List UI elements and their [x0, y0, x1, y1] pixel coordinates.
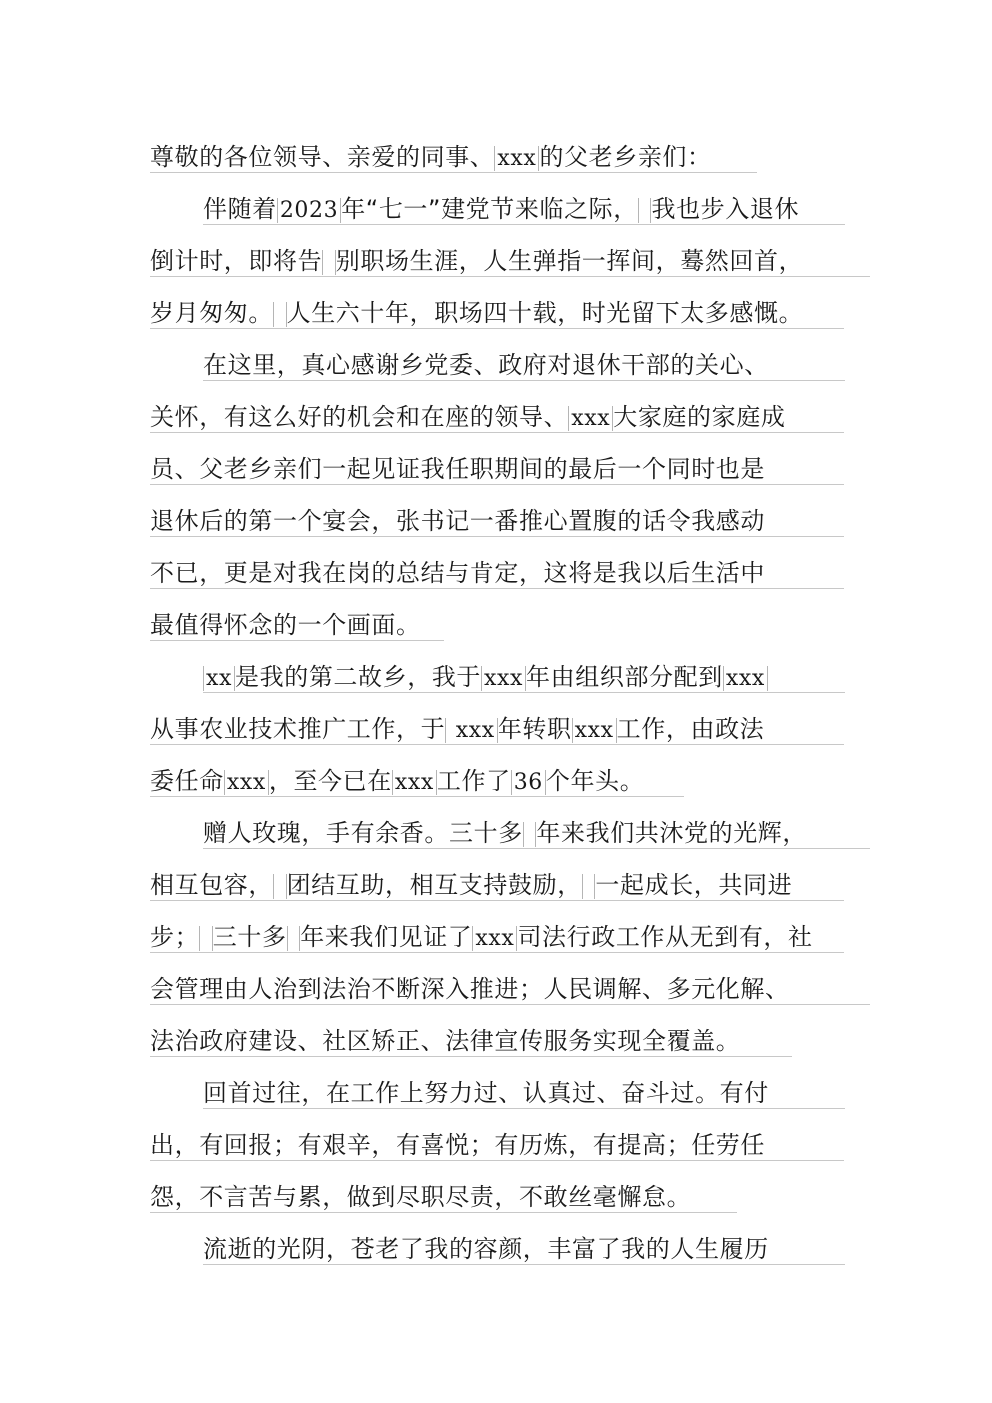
field-placeholder	[582, 874, 596, 899]
text-segment: 员、父老乡亲们一起见证我任职期间的最后一个同时也是	[150, 455, 765, 483]
text-line	[150, 870, 844, 901]
text-segment: 三十多	[212, 923, 287, 951]
text-segment: 的父老乡亲们：	[539, 143, 712, 171]
text-segment: 关怀，有这么好的机会和在座的领导、	[150, 403, 569, 431]
text-segment: 流逝的光阴，苍老了我的容颜，丰富了我的人生履历	[203, 1235, 769, 1263]
field-placeholder	[287, 926, 301, 951]
text-segment: 回首过往，在工作上努力过、认真过、奋斗过。有付	[203, 1079, 769, 1107]
text-segment: 年转职	[497, 715, 572, 743]
text-line	[150, 714, 844, 745]
text-line	[150, 1026, 792, 1057]
field-placeholder: xxx	[224, 770, 269, 795]
text-line	[150, 454, 844, 485]
text-segment: 退休后的第一个宴会，张书记一番推心置腹的话令我感动	[150, 507, 765, 535]
text-line	[150, 402, 844, 433]
text-segment: 出，有回报；有艰辛，有喜悦；有历炼，有提高；任劳任	[150, 1131, 765, 1159]
field-placeholder	[273, 302, 287, 327]
text-segment: 一起成长，共同进	[595, 871, 793, 899]
field-placeholder: 36	[511, 770, 546, 795]
text-segment: 法治政府建设、社区矫正、法律宣传服务实现全覆盖。	[150, 1027, 741, 1055]
text-segment: 从事农业技术推广工作，于	[150, 715, 446, 743]
field-placeholder: 2023	[277, 198, 341, 223]
field-placeholder	[638, 198, 652, 223]
text-line	[150, 922, 844, 953]
text-line	[150, 506, 844, 537]
text-line	[203, 350, 845, 381]
text-segment: 岁月匆匆。	[150, 299, 273, 327]
field-placeholder: xxx	[572, 718, 617, 743]
field-placeholder	[273, 874, 287, 899]
text-segment: 年来我们见证了	[300, 923, 473, 951]
text-segment: 步；	[150, 923, 200, 951]
text-segment: 别职场生涯，人生弹指一挥间，蓦然回首，	[335, 247, 804, 275]
field-placeholder	[199, 926, 213, 951]
text-line	[203, 1234, 845, 1265]
text-segment: 倒计时，即将告	[150, 247, 323, 275]
text-line	[150, 610, 444, 641]
text-segment: 个年头。	[545, 767, 645, 795]
text-line	[203, 1078, 845, 1109]
text-line	[150, 766, 684, 797]
text-line	[203, 194, 845, 225]
text-line	[150, 1182, 737, 1213]
field-placeholder: xxx	[472, 926, 517, 951]
field-placeholder	[322, 250, 336, 275]
text-line	[203, 662, 845, 693]
text-line	[203, 818, 870, 849]
field-placeholder: xxx	[445, 718, 498, 743]
text-line	[150, 558, 844, 589]
text-segment: 尊敬的各位领导、亲爱的同事、	[150, 143, 495, 171]
text-segment: 是我的第二故乡，我于	[235, 663, 482, 691]
field-placeholder: xxx	[568, 406, 613, 431]
text-segment: 年“七一”建党节来临之际，	[341, 195, 638, 223]
field-placeholder: xxx	[392, 770, 437, 795]
field-placeholder	[523, 822, 537, 847]
text-segment: 不已，更是对我在岗的总结与肯定，这将是我以后生活中	[150, 559, 765, 587]
text-line	[150, 974, 870, 1005]
text-segment: ，至今已在	[268, 767, 392, 795]
text-segment: 委任命	[150, 767, 224, 795]
text-segment: 大家庭的家庭成	[613, 403, 786, 431]
text-segment: 最值得怀念的一个画面。	[150, 611, 421, 639]
text-segment: 团结互助，相互支持鼓励，	[286, 871, 582, 899]
text-segment: 工作了	[436, 767, 511, 795]
field-placeholder: xxx	[494, 146, 539, 171]
field-placeholder: xx	[203, 666, 235, 691]
text-line	[150, 246, 870, 277]
text-line	[150, 298, 844, 329]
text-line	[150, 142, 757, 173]
text-segment: 人生六十年，职场四十载，时光留下太多感慨。	[286, 299, 804, 327]
text-segment: 伴随着	[203, 195, 277, 223]
text-segment: 在这里，真心感谢乡党委、政府对退休干部的关心、	[203, 351, 769, 379]
text-segment: 年由组织部分配到	[526, 663, 723, 691]
text-segment: 会管理由人治到法治不断深入推进；人民调解、多元化解、	[150, 975, 790, 1003]
field-placeholder: xxx	[723, 666, 768, 691]
text-line	[150, 1130, 844, 1161]
text-segment: 相互包容，	[150, 871, 273, 899]
text-segment: 司法行政工作从无到有，社	[517, 923, 813, 951]
text-segment: 赠人玫瑰，手有余香。三十多	[203, 819, 523, 847]
text-segment: 我也步入退休	[651, 195, 800, 223]
text-segment: 怨，不言苦与累，做到尽职尽责，不敢丝毫懈怠。	[150, 1183, 692, 1211]
text-segment: 年来我们共沐党的光辉，	[536, 819, 808, 847]
text-segment: 工作，由政法	[616, 715, 765, 743]
field-placeholder: xxx	[481, 666, 526, 691]
